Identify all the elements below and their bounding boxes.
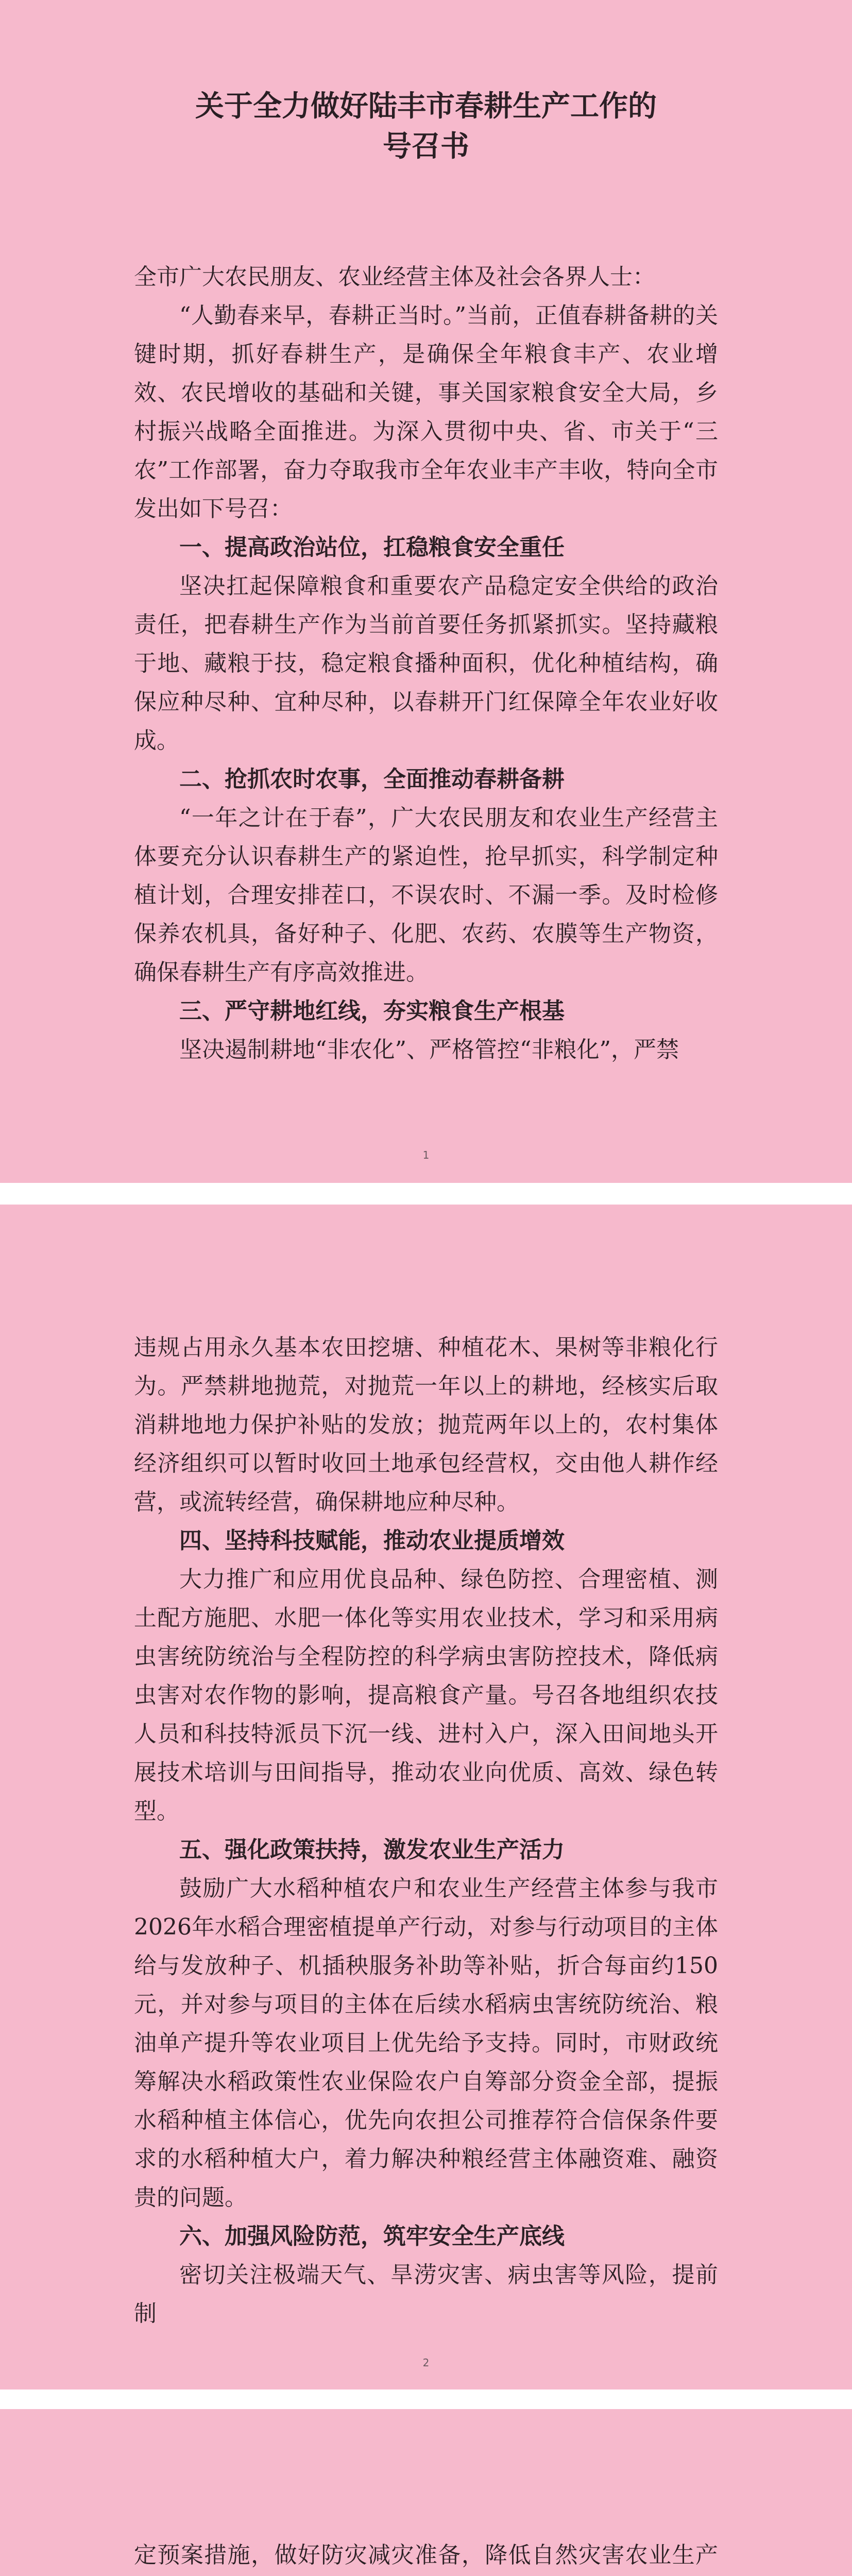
page-1-body (134, 87, 718, 1069)
paragraph-section-3-part-2: 违规占用永久基本农田挖塘、种植花木、果树等非粮化行为。严禁耕地抛荒，对抛荒一年以上的耕地，经核实后取消耕地地力保护补贴的发放；抛荒两年以上的，农村集体经济组织可以暂时收回土地承包经营权，交由他人耕作经营，或流转经营，确保耕地应种尽种。 (134, 1334, 718, 1515)
page-gap (0, 2389, 852, 2409)
section-heading-4: 四、坚持科技赋能，推动农业提质增效 (179, 1528, 565, 1554)
page-gap (0, 1183, 852, 1205)
paragraph-intro: “人勤春来早，春耕正当时。”当前，正值春耕备耕的关键时期，抓好春耕生产，是确保全年粮食丰产、农业增效、农民增收的基础和关键，事关国家粮食安全大局，乡村振兴战略全面推进。为深入贯彻中央、省、市关于“三农”工作部署，奋力夺取我市全年农业丰产丰收，特向全市发出如下号召： (134, 302, 718, 522)
page-3-body (134, 2536, 718, 2576)
section-heading-1: 一、提高政治站位，扛稳粮食安全重任 (179, 534, 565, 561)
paragraph-section-6-part-1: 密切关注极端天气、旱涝灾害、病虫害等风险，提前制 (134, 2262, 718, 2327)
document-title-line-1: 关于全力做好陆丰市春耕生产工作的 (195, 90, 657, 123)
paragraph-section-3-part-1: 坚决遏制耕地“非农化”、严格管控“非粮化”，严禁 (179, 1037, 679, 1063)
page-2 (0, 1205, 852, 2389)
section-heading-2: 二、抢抓农时农事，全面推动春耕备耕 (179, 766, 565, 792)
section-heading-3: 三、严守耕地红线，夯实粮食生产根基 (179, 998, 565, 1024)
paragraph-section-4: 大力推广和应用优良品种、绿色防控、合理密植、测土配方施肥、水肥一体化等实用农业技术，学习和采用病虫害统防统治与全程防控的科学病虫害防控技术，降低病虫害对农作物的影响，提高粮食产量。号召各地组织农技人员和科技特派员下沉一线、进村入户，深入田间地头开展技术培训与田间指导，推动农业向优质、高效、绿色转型。 (134, 1566, 718, 1824)
paragraph-section-1: 坚决扛起保障粮食和重要农产品稳定安全供给的政治责任，把春耕生产作为当前首要任务抓紧抓实。坚持藏粮于地、藏粮于技，稳定粮食播种面积，优化种植结构，确保应种尽种、宜种尽种，以春耕开门红保障全年农业好收成。 (134, 573, 718, 754)
page-2-body (134, 1328, 718, 2333)
page-1 (0, 0, 852, 1183)
document-title-line-2: 号召书 (383, 130, 469, 163)
page-number-1: 1 (422, 1149, 430, 1161)
paragraph-section-5: 鼓励广大水稻种植农户和农业生产经营主体参与我市2026年水稻合理密植提单产行动，对参与行动项目的主体给与发放种子、机插秧服务补助等补贴，折合每亩约150元，并对参与项目的主体在后续水稻病虫害统防统治、粮油单产提升等农业项目上优先给予支持。同时，市财政统筹解决水稻政策性农业保险农户自筹部分资金全部，提振水稻种植主体信心，优先向农担公司推荐符合信保条件要求的水稻种植大户，着力解决种粮经营主体融资难、融资贵的问题。 (134, 1875, 718, 2211)
section-heading-6: 六、加强风险防范，筑牢安全生产底线 (179, 2223, 565, 2249)
page-3 (0, 2409, 852, 2576)
salutation: 全市广大农民朋友、农业经营主体及社会各界人士： (134, 264, 655, 290)
paragraph-section-2: “一年之计在于春”，广大农民朋友和农业生产经营主体要充分认识春耕生产的紧迫性，抢早抓实，科学制定种植计划，合理安排茬口，不误农时、不漏一季。及时检修保养农机具，备好种子、化肥、农药、农膜等生产物资，确保春耕生产有序高效推进。 (134, 805, 718, 986)
page-number-2: 2 (422, 2357, 430, 2369)
section-heading-5: 五、强化政策扶持，激发农业生产活力 (179, 1837, 565, 1863)
paragraph-section-6-part-2: 定预案措施，做好防灾减灾准备，降低自然灾害农业生产 (134, 2542, 718, 2568)
